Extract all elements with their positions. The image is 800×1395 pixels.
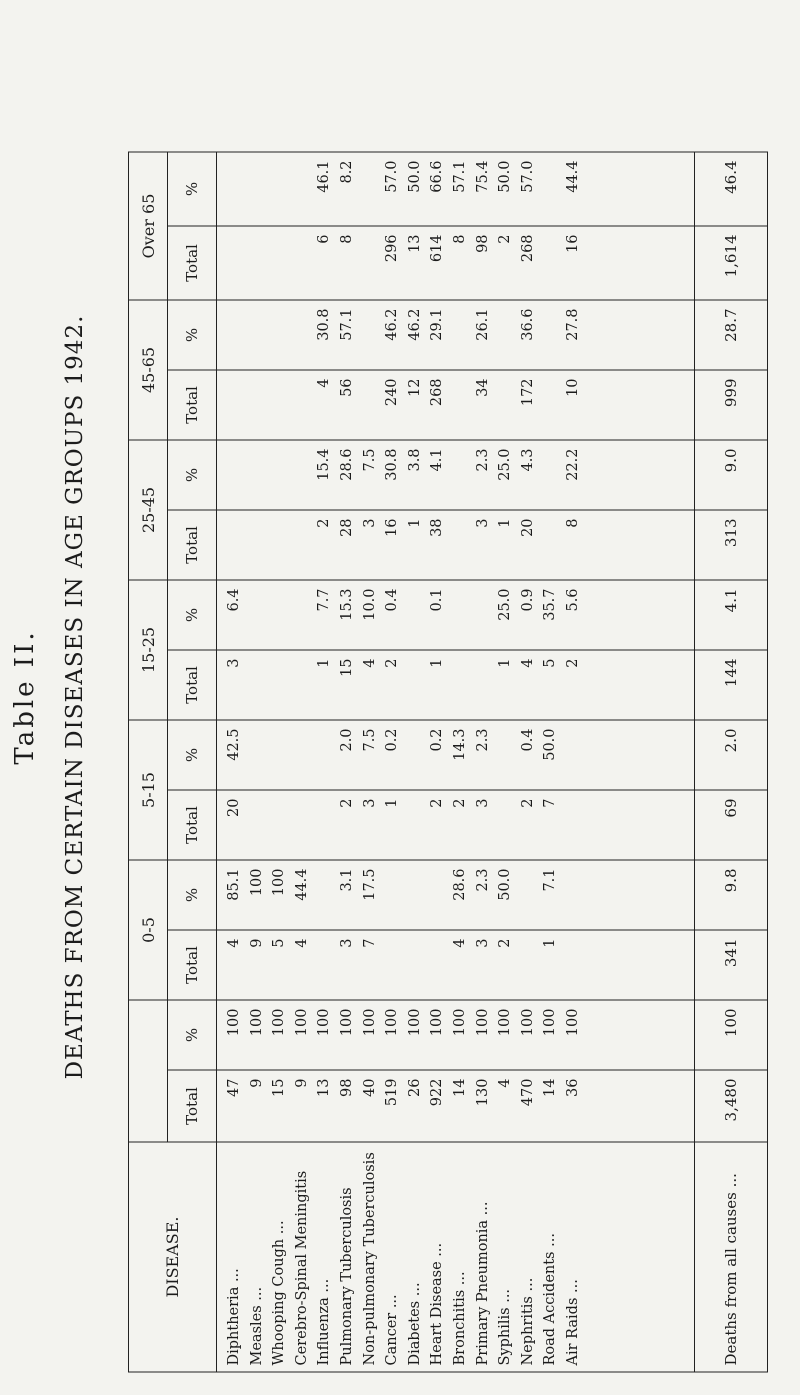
table-cell: 1 (497, 518, 514, 528)
table-cell (246, 658, 269, 715)
table-cell: 100 (497, 1008, 514, 1037)
table-cell (404, 939, 427, 996)
table-cell: 7 (361, 938, 378, 948)
table-cell (268, 798, 291, 855)
disease-rows (217, 152, 695, 1372)
group-causes-percent: 9.8 (695, 860, 768, 930)
table-cell: 2.3 (474, 728, 491, 752)
table-cell: 3 (361, 798, 378, 808)
disease-name: Measles ... (248, 1286, 265, 1366)
table-cell (268, 308, 291, 365)
table-cell: 57.1 (338, 308, 355, 341)
table-cell (291, 448, 314, 505)
group-percent-column (217, 580, 695, 650)
table-cell: 100 (248, 1008, 265, 1037)
table-cell (539, 448, 562, 505)
group-percent-column (217, 860, 695, 930)
table-cell: 9 (248, 1078, 265, 1088)
table-cell (246, 518, 269, 575)
table-cell (381, 868, 404, 925)
table-cell (291, 308, 314, 365)
disease-name: Non-pulmonary Tuberculosis (361, 1152, 378, 1366)
disease-name: Whooping Cough ... (271, 1220, 288, 1366)
table-cell: 922 (429, 1078, 446, 1107)
group-causes-total: 313 (695, 510, 768, 580)
table-cell: 3 (226, 658, 242, 668)
table-cell: 100 (338, 1008, 355, 1037)
table-cell: 3 (474, 798, 491, 808)
age-group-header: 15-25 (129, 580, 168, 720)
table-cell: 27.8 (564, 308, 581, 341)
table-cell: 50.0 (497, 160, 514, 193)
table-cell: 4.1 (429, 448, 446, 472)
group-percent-column (217, 300, 695, 370)
table-cell (268, 728, 291, 785)
table-cell: 172 (519, 378, 536, 407)
group-causes-percent: 9.0 (695, 440, 768, 510)
table-cell: 57.1 (451, 160, 468, 193)
table-cell: 30.8 (384, 448, 401, 481)
table-cell: 46.2 (384, 308, 401, 341)
disease-name: Air Raids ... (564, 1279, 581, 1366)
table-cell: 2.3 (474, 868, 491, 892)
table-cell: 20 (519, 518, 536, 537)
table-cell (539, 234, 562, 295)
age-group-header-row (129, 152, 168, 1372)
table-cell (291, 588, 314, 645)
table-cell (313, 728, 336, 785)
table-cell: 1 (384, 798, 401, 808)
table-cell: 26.1 (474, 308, 491, 341)
table-cell: 0.4 (519, 728, 536, 752)
table-cell (562, 798, 585, 855)
disease-name: Pulmonary Tuberculosis (338, 1187, 355, 1366)
table-cell: 28 (338, 518, 355, 537)
table-cell: 100 (519, 1008, 536, 1037)
table-cell: 100 (271, 868, 288, 897)
table-label: Table II. (10, 629, 40, 765)
table-cell (449, 658, 472, 715)
table-cell: 100 (316, 1008, 333, 1037)
age-group-header: 0-5 (129, 860, 168, 1000)
table-cell (359, 378, 382, 435)
percent-header: % (168, 1000, 217, 1070)
table-cell: 1 (542, 938, 559, 948)
table-cell: 6.4 (226, 588, 242, 612)
table-cell (268, 588, 291, 645)
table-cell: 7.5 (361, 448, 378, 472)
disease-name: Heart Disease ... (429, 1242, 446, 1366)
table-cell (291, 234, 314, 295)
table-cell: 2 (497, 234, 514, 244)
table-cell: 2.3 (474, 448, 491, 472)
table-cell: 2 (316, 518, 333, 528)
total-header: Total (168, 370, 217, 440)
percent-header: % (168, 860, 217, 930)
all-causes-row (695, 152, 768, 1372)
table-cell (426, 939, 449, 996)
table-cell (404, 728, 427, 785)
table-cell: 85.1 (226, 868, 242, 901)
table-cell (449, 518, 472, 575)
group-percent-column (217, 720, 695, 790)
table-cell: 100 (384, 1008, 401, 1037)
disease-name: Primary Pneumonia ... (474, 1201, 491, 1366)
table-cell: 10 (564, 378, 581, 397)
disease-name: Diphtheria ... (226, 1268, 242, 1366)
table-cell (562, 868, 585, 925)
table-cell: 0.2 (384, 728, 401, 752)
table-cell: 268 (519, 234, 536, 263)
table-cell (246, 308, 269, 365)
table-cell: 6 (316, 234, 333, 244)
table-cell: 10.0 (361, 588, 378, 621)
table-cell (223, 518, 246, 575)
table-cell: 2 (384, 658, 401, 668)
table-cell: 29.1 (429, 308, 446, 341)
table-cell: 240 (384, 378, 401, 407)
table-cell (246, 798, 269, 855)
table-cell: 8 (564, 518, 581, 528)
group-total-column (217, 930, 695, 1000)
table-cell: 4 (316, 378, 333, 388)
table-cell: 13 (406, 234, 423, 253)
table-cell: 14 (451, 1078, 468, 1097)
table-cell: 100 (226, 1008, 242, 1037)
table-cell (291, 518, 314, 575)
table-cell: 20 (226, 798, 242, 817)
table-cell: 2 (429, 798, 446, 808)
table-cell: 25.0 (497, 448, 514, 481)
table-cell (246, 728, 269, 785)
table-cell: 100 (248, 868, 265, 897)
age-group-header: Over 65 (129, 152, 168, 300)
table-cell: 3.1 (338, 868, 355, 892)
table-cell: 98 (338, 1078, 355, 1097)
table-cell: 66.6 (429, 160, 446, 193)
table-cell (449, 588, 472, 645)
table-cell (223, 448, 246, 505)
table-cell: 35.7 (542, 588, 559, 621)
table-cell: 4 (519, 658, 536, 668)
table-cell: 2 (338, 798, 355, 808)
table-cell: 614 (429, 234, 446, 263)
table-cell (404, 868, 427, 925)
table-cell (291, 658, 314, 715)
table-cell: 2.0 (338, 728, 355, 752)
table-cell: 2 (497, 938, 514, 948)
table-cell (246, 160, 269, 221)
table-cell: 36.6 (519, 308, 536, 341)
table-cell (539, 518, 562, 575)
disease-name: Syphilis ... (497, 1288, 514, 1366)
total-header: Total (168, 226, 217, 300)
age-group-header: 5-15 (129, 720, 168, 860)
table-title: DEATHS FROM CERTAIN DISEASES IN AGE GROUPS 1942. (62, 314, 88, 1080)
table-cell: 7.7 (316, 588, 333, 612)
table-cell (291, 160, 314, 221)
table-cell: 47 (226, 1078, 242, 1097)
all-causes-percent: 100 (695, 1000, 768, 1070)
table-cell: 5 (271, 938, 288, 948)
table-cell: 2 (564, 658, 581, 668)
table-cell (381, 939, 404, 996)
disease-name: Road Accidents ... (542, 1233, 559, 1366)
table-cell (291, 378, 314, 435)
table-cell: 22.2 (564, 448, 581, 481)
table-cell: 3 (474, 518, 491, 528)
group-causes-percent: 46.4 (695, 152, 768, 226)
disease-name: Nephritis ... (519, 1277, 536, 1366)
group-total-column (217, 226, 695, 300)
table-cell (404, 588, 427, 645)
disease-name: Diabetes ... (406, 1282, 423, 1366)
table-cell: 100 (564, 1008, 581, 1037)
table-cell (223, 234, 246, 295)
table-cell: 28.6 (338, 448, 355, 481)
table-cell: 9 (293, 1078, 310, 1088)
table-cell (472, 658, 495, 715)
percent-header: % (168, 300, 217, 370)
group-causes-percent: 28.7 (695, 300, 768, 370)
table-cell (404, 798, 427, 855)
table-cell: 2 (519, 798, 536, 808)
table-cell (449, 378, 472, 435)
table-cell (562, 728, 585, 785)
table-cell (268, 378, 291, 435)
table-cell: 296 (384, 234, 401, 263)
group-percent-column (217, 152, 695, 226)
table-cell (313, 868, 336, 925)
table-cell (494, 798, 517, 855)
table-cell: 12 (406, 378, 423, 397)
table-cell (313, 939, 336, 996)
table-cell (426, 868, 449, 925)
table-cell: 4 (361, 658, 378, 668)
all-total-column (217, 1070, 695, 1142)
table-cell: 1 (429, 658, 446, 668)
group-total-column (217, 370, 695, 440)
all-causes-label: Deaths from all causes ... (695, 1142, 768, 1372)
table-cell (539, 160, 562, 221)
table-cell: 2 (451, 798, 468, 808)
table-cell (246, 378, 269, 435)
group-causes-total: 999 (695, 370, 768, 440)
table-cell (517, 939, 540, 996)
table-cell: 16 (564, 234, 581, 253)
table-cell: 1 (497, 658, 514, 668)
table-cell: 36 (564, 1078, 581, 1097)
table-cell: 5 (542, 658, 559, 668)
table-cell: 14 (542, 1078, 559, 1097)
group-causes-percent: 4.1 (695, 580, 768, 650)
percent-header: % (168, 720, 217, 790)
table-cell (246, 448, 269, 505)
table-cell: 519 (384, 1078, 401, 1107)
table-cell (494, 378, 517, 435)
table-cell (539, 308, 562, 365)
table-cell (268, 518, 291, 575)
table-cell: 25.0 (497, 588, 514, 621)
table-cell: 100 (293, 1008, 310, 1037)
disease-name: Influenza ... (316, 1278, 333, 1366)
table-cell: 4 (226, 938, 242, 948)
table-cell: 34 (474, 378, 491, 397)
total-header: Total (168, 930, 217, 1000)
table-cell (494, 728, 517, 785)
table-cell: 50.0 (542, 728, 559, 761)
group-total-column (217, 790, 695, 860)
table-cell: 100 (361, 1008, 378, 1037)
age-group-header: 45-65 (129, 300, 168, 440)
table-cell: 4 (497, 1078, 514, 1088)
table-cell: 56 (338, 378, 355, 397)
table-cell (268, 160, 291, 221)
total-header: Total (168, 650, 217, 720)
table-cell: 0.4 (384, 588, 401, 612)
table-cell (404, 658, 427, 715)
table-cell: 98 (474, 234, 491, 253)
table-cell: 8.2 (338, 160, 355, 184)
table-cell (517, 868, 540, 925)
table-cell (449, 448, 472, 505)
table-cell: 8 (451, 234, 468, 244)
table-cell (472, 588, 495, 645)
table-cell: 16 (384, 518, 401, 537)
disease-name: Cancer ... (384, 1294, 401, 1366)
group-causes-total: 341 (695, 930, 768, 1000)
table-cell: 3 (338, 938, 355, 948)
table-cell: 100 (429, 1008, 446, 1037)
table-cell: 15.3 (338, 588, 355, 621)
table-cell (449, 308, 472, 365)
table-cell: 100 (542, 1008, 559, 1037)
percent-header: % (168, 580, 217, 650)
group-causes-percent: 2.0 (695, 720, 768, 790)
table-cell (268, 448, 291, 505)
table-cell (291, 798, 314, 855)
table-cell: 100 (406, 1008, 423, 1037)
all-causes-total: 3,480 (695, 1070, 768, 1142)
table-cell: 3.8 (406, 448, 423, 472)
disease-header: DISEASE. (129, 1142, 217, 1372)
table-cell: 28.6 (451, 868, 468, 901)
disease-name: Cerebro-Spinal Meningitis (293, 1170, 310, 1366)
table-cell: 42.5 (226, 728, 242, 761)
table-cell: 100 (451, 1008, 468, 1037)
table-cell: 9 (248, 938, 265, 948)
disease-name-column (217, 1142, 695, 1372)
table-cell (268, 234, 291, 295)
table-cell: 26 (406, 1078, 423, 1097)
table-cell: 268 (429, 378, 446, 407)
table-cell (246, 588, 269, 645)
table-cell (359, 234, 382, 295)
table-cell: 57.0 (384, 160, 401, 193)
disease-name: Bronchitis ... (451, 1271, 468, 1366)
table-cell: 470 (519, 1078, 536, 1107)
table-cell (539, 378, 562, 435)
table-cell (562, 939, 585, 996)
table-cell (359, 308, 382, 365)
table-cell: 7.5 (361, 728, 378, 752)
table-cell: 40 (361, 1078, 378, 1097)
table-cell: 4 (451, 938, 468, 948)
table-cell: 17.5 (361, 868, 378, 901)
table-cell: 50.0 (497, 868, 514, 901)
table-cell: 1 (316, 658, 333, 668)
table-cell: 0.1 (429, 588, 446, 612)
table-cell: 5.6 (564, 588, 581, 612)
table-cell: 3 (474, 938, 491, 948)
table-cell (359, 160, 382, 221)
table-cell: 100 (474, 1008, 491, 1037)
table-cell: 57.0 (519, 160, 536, 193)
table-cell: 8 (338, 234, 355, 244)
group-causes-total: 144 (695, 650, 768, 720)
table-cell: 15.4 (316, 448, 333, 481)
table-cell (223, 308, 246, 365)
table-cell: 1 (406, 518, 423, 528)
table-cell: 3 (361, 518, 378, 528)
table-cell: 50.0 (406, 160, 423, 193)
table-cell: 14.3 (451, 728, 468, 761)
age-group-header: 25-45 (129, 440, 168, 580)
table-cell (268, 658, 291, 715)
table-cell: 13 (316, 1078, 333, 1097)
table-cell: 15 (338, 658, 355, 677)
table-cell: 75.4 (474, 160, 491, 193)
table-cell (291, 728, 314, 785)
table-cell: 4.3 (519, 448, 536, 472)
table-cell: 46.2 (406, 308, 423, 341)
table-cell: 44.4 (564, 160, 581, 193)
group-causes-total: 1,614 (695, 226, 768, 300)
table-cell (223, 378, 246, 435)
group-total-column (217, 510, 695, 580)
group-causes-total: 69 (695, 790, 768, 860)
table-cell (223, 160, 246, 221)
table-cell: 38 (429, 518, 446, 537)
disease-age-table (128, 151, 768, 1372)
group-total-column (217, 650, 695, 720)
table-cell: 100 (271, 1008, 288, 1037)
table-cell: 0.2 (429, 728, 446, 752)
all-ages-header (129, 1000, 168, 1142)
table-cell: 15 (271, 1078, 288, 1097)
table-cell: 130 (474, 1078, 491, 1107)
percent-header: % (168, 440, 217, 510)
percent-header: % (168, 152, 217, 226)
total-header: Total (168, 510, 217, 580)
all-percent-column (217, 1000, 695, 1070)
table-cell (246, 234, 269, 295)
total-header: Total (168, 790, 217, 860)
table-cell: 4 (293, 938, 310, 948)
total-header: Total (168, 1070, 217, 1142)
table-cell: 30.8 (316, 308, 333, 341)
table-cell (313, 798, 336, 855)
table-cell: 0.9 (519, 588, 536, 612)
group-percent-column (217, 440, 695, 510)
table-cell: 7.1 (542, 868, 559, 892)
table-cell: 44.4 (293, 868, 310, 901)
table-cell: 7 (542, 798, 559, 808)
table-cell: 46.1 (316, 160, 333, 193)
table-cell (494, 308, 517, 365)
